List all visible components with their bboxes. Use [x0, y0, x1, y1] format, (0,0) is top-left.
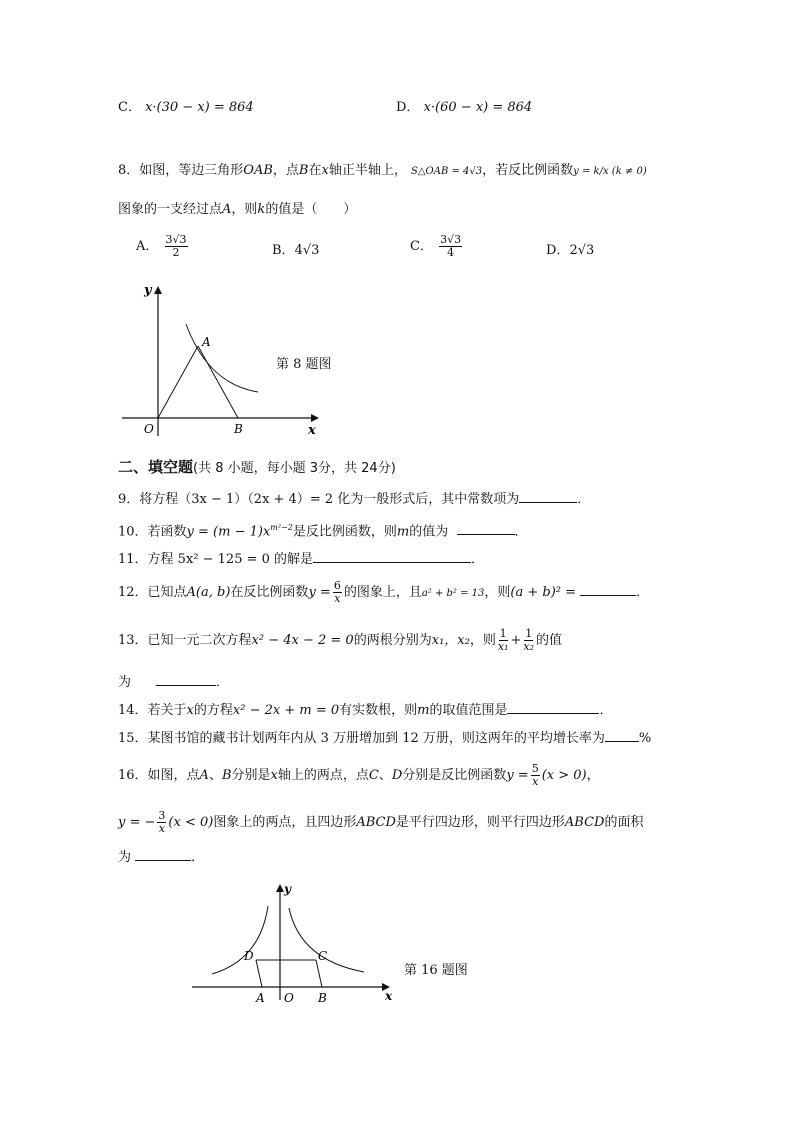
math: D: [391, 768, 403, 783]
option-label: C．: [118, 100, 141, 115]
question-text: 15．某图书馆的藏书计划两年内从 3 万册增加到 12 万册，则这两年的平均增长率为: [118, 731, 605, 746]
text: ．: [636, 585, 650, 600]
denominator: 2: [172, 246, 180, 259]
text: 图象上的两点，且四边形: [213, 815, 357, 830]
q8-option-b: [272, 242, 319, 260]
option-label: D．: [396, 100, 420, 115]
math: x² − 2x + m = 0: [232, 703, 340, 718]
math: A(a, b): [186, 585, 231, 600]
q8-figure-caption: 第 8 题图: [276, 357, 332, 372]
text: 分别是: [231, 768, 271, 783]
label-a: A: [256, 991, 265, 1005]
x-axis-arrow: [311, 414, 319, 422]
label-y: y: [284, 882, 291, 896]
label-b: B: [234, 422, 243, 436]
text: 的值: [536, 633, 563, 648]
text: 图象的一支经过点: [118, 202, 223, 217]
q12: [118, 580, 649, 605]
text: %: [638, 731, 652, 746]
q13-line2: [118, 673, 229, 692]
fraction: [523, 628, 534, 653]
text: 8．如图，等边三角形: [118, 163, 244, 178]
option-expr: x·(30 − x) = 864: [145, 100, 254, 115]
fraction: [157, 810, 166, 835]
numerator: 3√3: [165, 233, 187, 246]
text: 的值为: [409, 524, 449, 540]
label-a: A: [202, 335, 211, 349]
text: 为: [118, 675, 132, 690]
text: +: [510, 633, 522, 648]
math: ABCD: [564, 815, 605, 830]
text: ，点: [272, 163, 299, 178]
question-text: 11．方程 5x² − 125 = 0 的解是: [118, 552, 314, 567]
text: 的两根分别为: [353, 633, 432, 648]
label-x: x: [385, 989, 393, 1003]
q16-line3: [118, 848, 204, 867]
option-label: B．: [272, 243, 295, 258]
label-c: C: [318, 949, 328, 963]
answer-blank[interactable]: [580, 583, 636, 596]
text: ，则: [484, 585, 511, 600]
q14: [118, 701, 613, 720]
math: (x < 0): [168, 815, 214, 830]
denominator: x: [334, 592, 341, 605]
math: a² + b² = 13: [421, 588, 485, 599]
option-expr: 4√3: [294, 243, 320, 258]
q9: [118, 490, 590, 509]
section-note: (共 8 小题，每小题 3分，共 24分): [193, 461, 396, 476]
q7-option-d: [396, 99, 532, 117]
math: OAB: [243, 163, 273, 178]
segment-da: [256, 960, 262, 987]
q7-option-c: [118, 99, 254, 117]
q11: [118, 550, 484, 569]
text: 是反比例函数，则: [292, 524, 397, 540]
text: 分别是反比例函数: [402, 768, 507, 783]
math: k: [257, 202, 266, 217]
label-x: x: [308, 423, 316, 438]
numerator: 3√3: [440, 233, 462, 246]
math: x: [270, 768, 278, 783]
denominator: x₁: [497, 640, 509, 653]
answer-blank[interactable]: [135, 848, 191, 861]
q8-stem-line2: [118, 201, 356, 219]
denominator: x: [158, 822, 166, 835]
answer-blank[interactable]: [457, 522, 515, 535]
q8-option-c: [410, 234, 464, 259]
text: ．: [191, 850, 205, 865]
q16-line2: [118, 810, 643, 835]
q13: [118, 628, 562, 653]
math: A: [222, 202, 232, 217]
math: y =: [506, 768, 529, 783]
answer-blank[interactable]: [519, 490, 577, 503]
math: ABCD: [356, 815, 396, 830]
option-label: D．: [546, 243, 570, 258]
math: C: [368, 768, 379, 783]
math: B: [298, 163, 309, 178]
text: ．: [471, 552, 485, 567]
math: x² − 4x − 2 = 0: [251, 633, 354, 648]
section-title: 二、填空题: [118, 458, 194, 476]
y-axis-arrow: [276, 884, 284, 892]
math: (x > 0): [541, 768, 587, 783]
question-text: 9．将方程（3x − 1）（2x + 4）= 2 化为一般形式后，其中常数项为: [118, 492, 520, 507]
text: 、: [208, 768, 222, 783]
text: 在: [308, 163, 322, 178]
math: m: [417, 703, 430, 718]
segment-oa: [158, 346, 198, 418]
text: 16．如图，点: [118, 768, 200, 783]
text: 10．若函数: [118, 524, 187, 540]
q16-figure-caption: 第 16 题图: [404, 963, 468, 978]
text: ．: [599, 703, 613, 718]
option-label: C．: [410, 239, 433, 254]
segment-ab: [198, 346, 238, 418]
math: x₁，x₂: [431, 633, 470, 648]
hyperbola-branch: [186, 324, 258, 392]
q10: [118, 519, 528, 541]
math: (a + b)² =: [510, 585, 577, 600]
text: 在反比例函数: [230, 585, 309, 600]
text: ，则: [469, 633, 496, 648]
math: x: [321, 163, 329, 178]
label-y: y: [144, 283, 152, 298]
label-o: O: [284, 991, 294, 1005]
option-expr: x·(60 − x) = 864: [423, 100, 533, 115]
answer-blank[interactable]: [156, 673, 216, 686]
q8-stem-line1: [118, 162, 647, 181]
text: 的面积: [604, 815, 644, 830]
text: 的方程: [193, 703, 233, 718]
q8-option-d: [546, 242, 594, 260]
q8-option-a: [136, 234, 190, 259]
text: ，则: [231, 202, 258, 217]
text: 轴上的两点，点: [277, 768, 369, 783]
numerator: 5: [531, 762, 539, 775]
text: ，若反比例函数: [482, 163, 574, 178]
text: 14．若关于: [118, 703, 187, 718]
label-b: B: [318, 991, 327, 1005]
segment-cb: [316, 960, 322, 987]
text: 的图象上，且: [343, 585, 422, 600]
label-d: D: [244, 949, 254, 963]
answer-blank[interactable]: [605, 729, 639, 742]
q16-figure: [188, 876, 403, 1008]
text: 是平行四边形，则平行四边形: [395, 815, 565, 830]
numerator: 3: [158, 809, 166, 822]
math-exponent: m²−2: [270, 523, 293, 532]
fraction: [498, 628, 509, 653]
text: 的值是（ ）: [265, 202, 357, 217]
q16-line1: [118, 763, 600, 788]
denominator: x₂: [523, 640, 534, 653]
option-expr: 2√3: [569, 243, 595, 258]
answer-blank[interactable]: [507, 701, 599, 714]
numerator: 6: [333, 579, 341, 592]
text: 有实数根，则: [339, 703, 418, 718]
math: y = −: [118, 815, 156, 830]
answer-blank[interactable]: [313, 550, 471, 563]
q15: [118, 729, 651, 748]
math: y = (m − 1)x: [186, 524, 271, 540]
text: 的取值范围是: [429, 703, 508, 718]
text: ．: [514, 524, 528, 540]
math: x: [186, 703, 194, 718]
fraction: [165, 234, 188, 259]
denominator: 4: [447, 246, 455, 259]
fraction: [333, 580, 342, 605]
numerator: 1: [499, 627, 507, 640]
text: 为: [118, 850, 132, 865]
option-label: A．: [136, 239, 159, 254]
text: 13．已知一元二次方程: [118, 633, 252, 648]
text: 、: [378, 768, 392, 783]
math-func: y = k/x (k ≠ 0): [573, 166, 647, 177]
label-o: O: [144, 422, 154, 436]
y-axis-arrow: [154, 286, 162, 294]
numerator: 1: [525, 627, 533, 640]
fraction: [439, 234, 462, 259]
text: ．: [215, 675, 229, 690]
text: 轴正半轴上，: [328, 163, 407, 178]
left-hyperbola-branch: [212, 906, 268, 974]
math: A: [199, 768, 209, 783]
math-area: S△OAB = 4√3: [410, 166, 483, 177]
fraction: [531, 763, 540, 788]
section-header: [118, 456, 396, 477]
math: y =: [308, 585, 331, 600]
math: B: [221, 768, 232, 783]
denominator: x: [532, 775, 539, 788]
text: 12．已知点: [118, 585, 187, 600]
text: ．: [577, 492, 591, 507]
text: ，: [586, 768, 600, 783]
math: m: [396, 524, 410, 540]
